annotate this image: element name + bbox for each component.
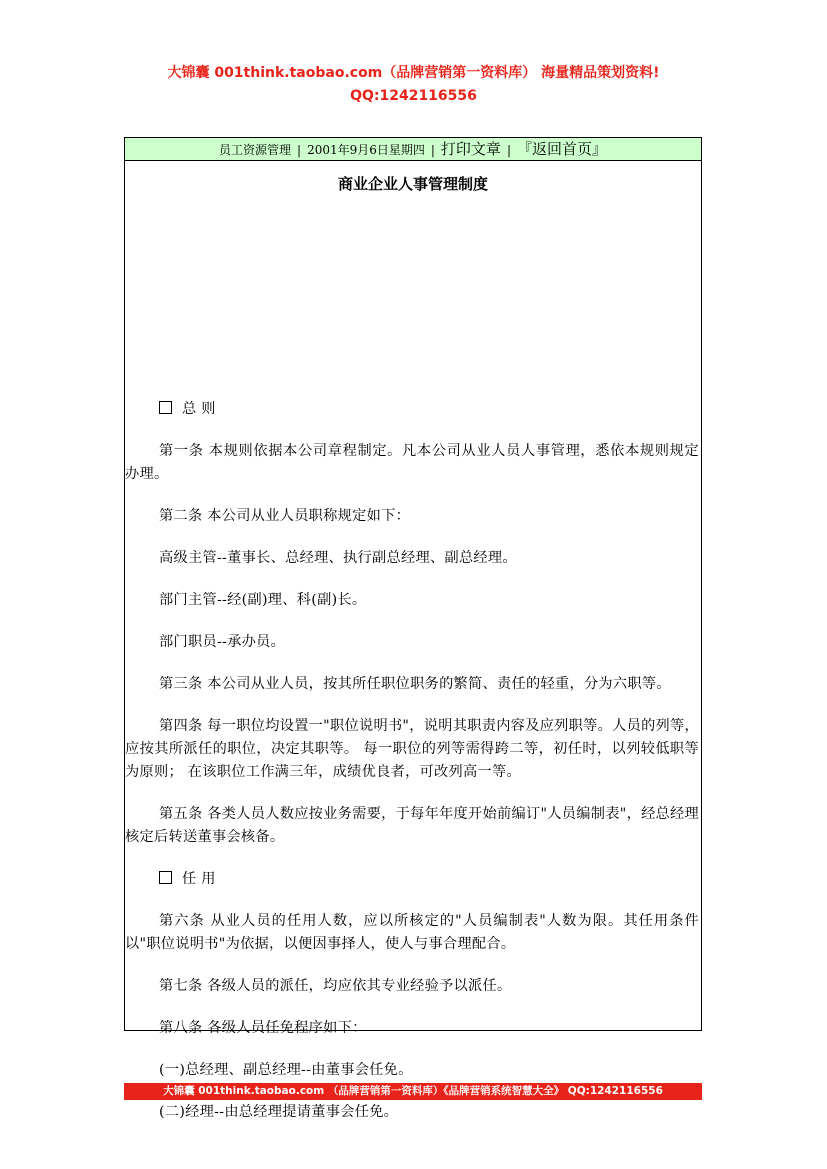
clause-text: 第七条 各级人员的派任，均应依其专业经验予以派任。 xyxy=(159,978,512,994)
clause-paragraph xyxy=(125,715,699,784)
clause-paragraph xyxy=(125,910,699,956)
clause-paragraph xyxy=(125,1059,699,1082)
clause-text: 第五条 各类人员人数应按业务需要，于每年年度开始前编订"人员编制表"，经总经理核定后转送董事会核备。 xyxy=(125,806,700,845)
clause-text: 高级主管--董事长、总经理、执行副总经理、副总经理。 xyxy=(159,550,517,566)
clause-text: 第六条 从业人员的任用人数，应以所核定的"人员编制表"人数为限。其任用条件以"职位说明书"为依据，以便因事择人，使人与事合理配合。 xyxy=(125,913,699,952)
section-heading xyxy=(125,398,699,421)
print-article-link[interactable]: 打印文章 xyxy=(440,140,501,158)
clause-text: 第四条 每一职位均设置一"职位说明书"，说明其职责内容及应列职等。人员的列等，应按其所派任的职位，决定其职等。 每一职位的列等需得跨二等，初任时，以列较低职等为原则； 在该职位工作满三年，成绩优良者，可改列高一等。 xyxy=(125,718,700,780)
date-label: 2001年9月6日星期四 xyxy=(307,143,425,157)
info-bar xyxy=(125,138,701,161)
clause-text: (一)总经理、副总经理--由董事会任免。 xyxy=(159,1062,413,1078)
clause-paragraph xyxy=(125,673,699,696)
clause-paragraph xyxy=(125,975,699,998)
separator: | xyxy=(297,143,302,157)
clause-text: (二)经理--由总经理提请董事会任免。 xyxy=(159,1104,399,1120)
separator: | xyxy=(506,143,511,157)
clause-paragraph xyxy=(125,589,699,612)
clause-paragraph xyxy=(125,803,699,849)
footer-banner: 大锦囊 001think.taobao.com （品牌营销第一资料库）《品牌营销系统智慧大全》 QQ:1242116556 xyxy=(124,1083,702,1100)
clause-text: 第一条 本规则依据本公司章程制定。凡本公司从业人员人事管理，悉依本规则规定办理。 xyxy=(125,443,699,482)
clause-paragraph xyxy=(125,505,699,528)
section-heading-text: 总 则 xyxy=(182,401,216,417)
header-line-1: 大锦囊 001think.taobao.com（品牌营销第一资料库） 海量精品策划资料! xyxy=(167,65,660,81)
clause-paragraph xyxy=(125,547,699,570)
clause-text: 第二条 本公司从业人员职称规定如下： xyxy=(159,508,411,524)
clause-paragraph xyxy=(125,1017,699,1040)
clause-paragraph xyxy=(125,440,699,486)
clause-text: 第八条 各级人员任免程序如下： xyxy=(159,1020,367,1036)
document-title: 商业企业人事管理制度 xyxy=(337,175,488,193)
section-heading xyxy=(125,868,699,891)
header-qq: QQ:1242116556 xyxy=(350,88,477,104)
clause-text: 部门主管--经(副)理、科(副)长。 xyxy=(159,592,367,608)
clause-text: 第三条 本公司从业人员，按其所任职位职务的繁简、责任的轻重，分为六职等。 xyxy=(159,676,671,692)
checkbox-square-icon xyxy=(159,871,172,884)
clause-paragraph xyxy=(125,631,699,654)
return-home-link[interactable]: 『返回首页』 xyxy=(516,140,607,158)
separator: | xyxy=(430,143,435,157)
document-body xyxy=(125,398,701,1143)
clause-text: 部门职员--承办员。 xyxy=(159,634,286,650)
checkbox-square-icon xyxy=(159,401,172,414)
clause-paragraph xyxy=(125,1101,699,1124)
header-banner xyxy=(0,62,827,108)
category-label[interactable]: 员工资源管理 xyxy=(219,143,292,157)
section-heading-text: 任 用 xyxy=(182,871,216,887)
